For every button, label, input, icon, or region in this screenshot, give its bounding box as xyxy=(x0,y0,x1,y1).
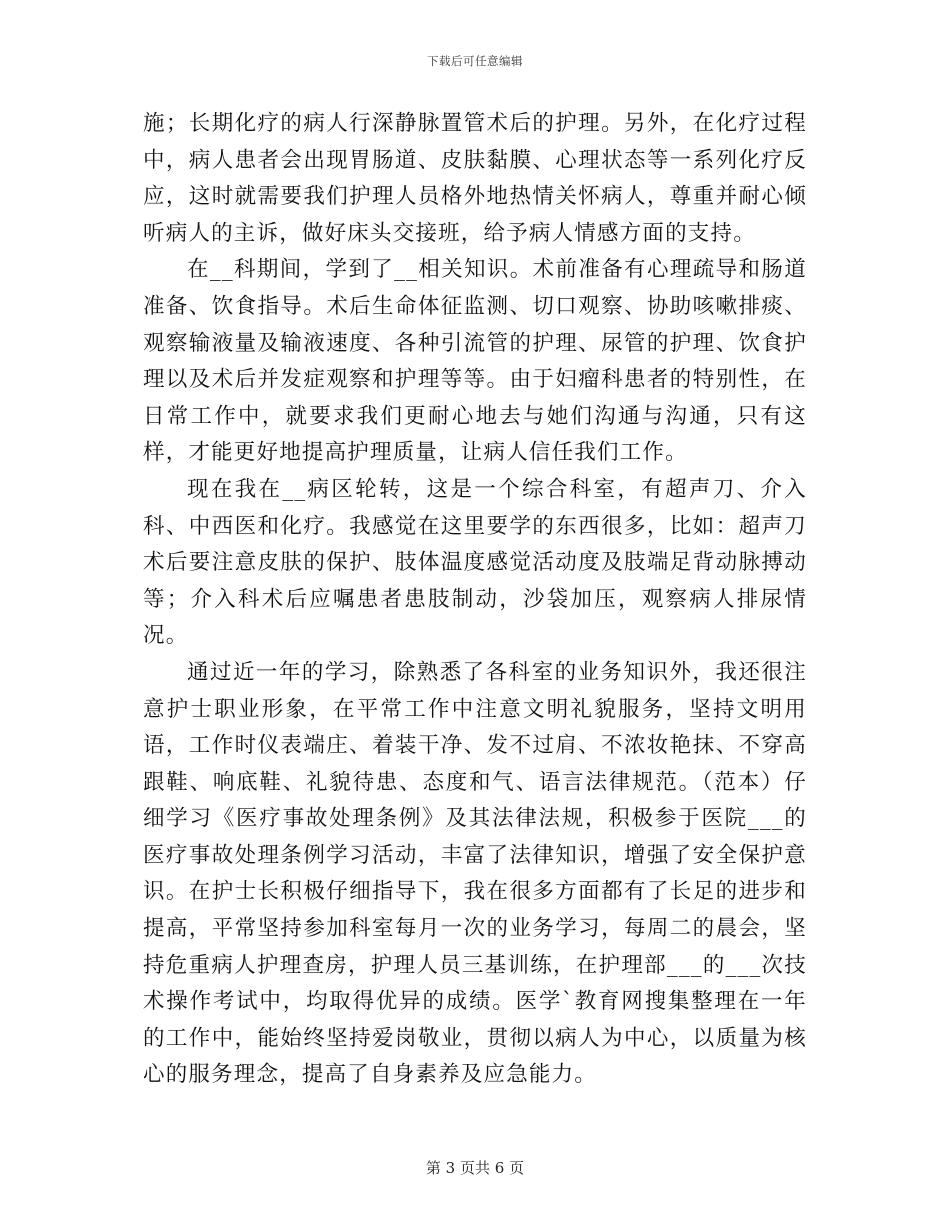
page-footer: 第 3 页共 6 页 xyxy=(425,1159,525,1177)
paragraph-current-rotation: 现在我在__病区轮转，这是一个综合科室，有超声刀、介入科、中西医和化疗。我感觉在这里要学的东西很多，比如：超声刀术后要注意皮肤的保护、肢体温度感觉活动度及肢端足背动脉搏动等；介入科术后应嘱患者患肢制动，沙袋加压，观察病人排尿情况。 xyxy=(143,476,807,649)
paragraph-year-summary: 通过近一年的学习，除熟悉了各科室的业务知识外，我还很注意护士职业形象，在平常工作中注意文明礼貌服务，坚持文明用语，工作时仪表端庄、着装干净、发不过肩、不浓妆艳抹、不穿高跟鞋、响底鞋、礼貌待患、态度和气、语言法律规范。（范本）仔细学习《医疗事故处理条例》及其法律法规，积极参于医院___的医疗事故处理条例学习活动，丰富了法律知识，增强了安全保护意识。在护士长积极仔细指导下，我在很多方面都有了长足的进步和提高，平常坚持参加科室每月一次的业务学习，每周二的晨会，坚持危重病人护理查房，护理人员三基训练，在护理部___的___次技术操作考试中，均取得优异的成绩。医学`教育网搜集整理在一年的工作中，能始终坚持爱岗敬业，贯彻以病人为中心，以质量为核心的服务理念，提高了自身素养及应急能力。 xyxy=(143,659,807,1088)
paragraph-department-knowledge: 在__科期间，学到了__相关知识。术前准备有心理疏导和肠道准备、饮食指导。术后生命体征监测、切口观察、协助咳嗽排痰、观察输液量及输液速度、各种引流管的护理、尿管的护理、饮食护理以及术后并发症观察和护理等等。由于妇瘤科患者的特别性，在日常工作中，就要求我们更耐心地去与她们沟通与沟通，只有这样，才能更好地提高护理质量，让病人信任我们工作。 xyxy=(143,257,807,466)
paragraph-continuation: 施；长期化疗的病人行深静脉置管术后的护理。另外，在化疗过程中，病人患者会出现胃肠道、皮肤黏膜、心理状态等一系列化疗反应，这时就需要我们护理人员格外地热情关怀病人，尊重并耐心倾听病人的主诉，做好床头交接班，给予病人情感方面的支持。 xyxy=(143,111,807,246)
document-body xyxy=(143,106,807,1094)
page-header: 下载后可任意编辑 xyxy=(427,54,523,68)
